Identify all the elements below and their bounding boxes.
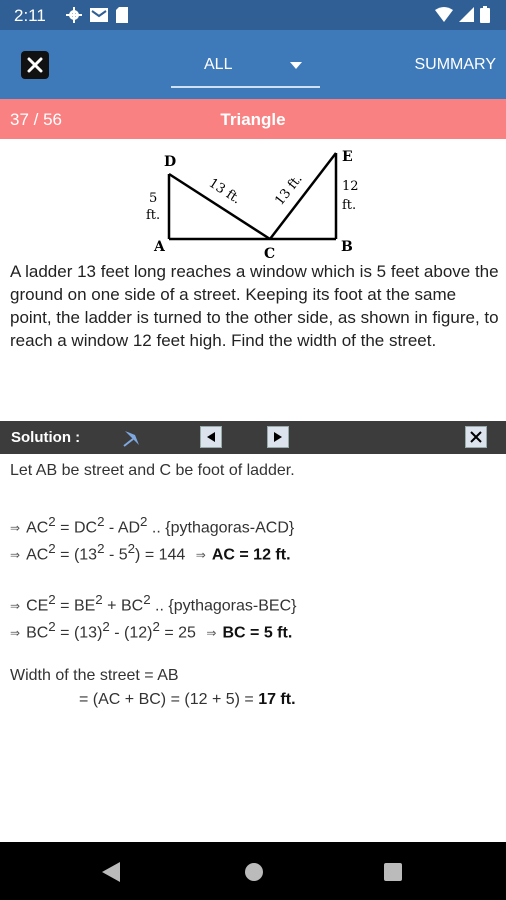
vertex-label-b: B (341, 239, 353, 255)
step-4-result: BC = 5 ft. (222, 624, 293, 642)
next-button[interactable] (267, 426, 289, 448)
step-3-d: .. {pythagoras-BEC} (150, 597, 297, 615)
solution-step-4 (10, 619, 292, 642)
chevron-down-icon (290, 62, 302, 69)
triangle-figure (140, 145, 364, 263)
signal-icon (459, 7, 474, 22)
side-label-ad-unit: ft. (146, 208, 161, 223)
step-2-a: AC (26, 546, 49, 564)
sd-card-icon (116, 7, 128, 23)
close-button[interactable] (21, 51, 49, 79)
close-solution-button[interactable] (465, 426, 487, 448)
solution-step-1 (10, 514, 294, 537)
step-3-b: = BE (55, 597, 96, 615)
step-2-b: = (13 (55, 546, 98, 564)
question-progress: 37 / 56 (10, 110, 62, 129)
question-header (0, 99, 506, 139)
implies-arrow-icon: ⇒ (195, 548, 206, 563)
step-3-a: CE (26, 597, 49, 615)
home-icon[interactable] (244, 862, 264, 882)
solution-label: Solution : (11, 429, 81, 446)
step-4-d: = 25 (159, 624, 196, 642)
status-bar (0, 0, 506, 30)
back-icon[interactable] (102, 862, 120, 882)
step-3-sup-1: 2 (48, 592, 56, 607)
step-2-c: - 5 (104, 546, 128, 564)
step-4-sup-1: 2 (48, 619, 56, 634)
conclusion-result: 17 ft. (258, 691, 296, 708)
chevron-right-icon (274, 432, 282, 442)
recents-icon[interactable] (384, 863, 402, 881)
step-3-c: + BC (102, 597, 144, 615)
step-1-c: - AD (104, 519, 141, 537)
vertex-label-d: D (164, 154, 177, 170)
system-nav-bar (0, 842, 506, 900)
filter-dropdown[interactable] (171, 52, 320, 88)
solution-step-2 (10, 541, 291, 564)
hyp-label-dc: 13 ft. (205, 175, 244, 208)
step-4-sup-3: 2 (152, 619, 160, 634)
step-1-sup-1: 2 (48, 514, 56, 529)
step-2-sup-1: 2 (48, 541, 56, 556)
step-1-sup-3: 2 (140, 514, 148, 529)
mail-icon (90, 8, 108, 22)
settings-icon (66, 7, 82, 23)
step-4-b: = (13) (55, 624, 103, 642)
summary-button[interactable]: SUMMARY (414, 56, 496, 73)
wifi-icon (435, 7, 453, 22)
solution-toolbar (0, 421, 506, 454)
step-4-sup-2: 2 (102, 619, 110, 634)
implies-arrow-icon: ⇒ (10, 521, 21, 536)
implies-arrow-icon: ⇒ (10, 626, 21, 641)
solution-conclusion-1: Width of the street = AB (10, 667, 179, 684)
status-left-icons (66, 7, 128, 23)
side-label-ad-value: 5 (149, 191, 158, 206)
step-3-sup-2: 2 (95, 592, 103, 607)
step-3-sup-3: 2 (143, 592, 151, 607)
step-1-sup-2: 2 (97, 514, 105, 529)
solution-step-3 (10, 592, 296, 615)
step-1-b: = DC (55, 519, 98, 537)
vertex-label-e: E (342, 149, 353, 165)
implies-arrow-icon: ⇒ (10, 599, 21, 614)
vertex-label-c: C (264, 246, 276, 262)
side-label-be-unit: ft. (342, 198, 357, 213)
conclusion-text: = (AC + BC) = (12 + 5) = (79, 691, 259, 708)
implies-arrow-icon: ⇒ (10, 548, 21, 563)
app-bar (0, 30, 506, 99)
step-2-d: ) = 144 (135, 546, 186, 564)
implies-arrow-icon: ⇒ (206, 626, 217, 641)
step-1-d: .. {pythagoras-ACD} (147, 519, 295, 537)
close-icon (27, 57, 43, 73)
chevron-left-icon (207, 432, 215, 442)
solution-conclusion-2 (79, 691, 296, 709)
question-text: A ladder 13 feet long reaches a window which is 5 feet above the ground on one side of a street. Keeping its foot at the same point, the ladder is turned to the other side, as shown in figure, to reach a window 12 feet high. Find the width of the street. (10, 262, 499, 350)
step-1-a: AC (26, 519, 49, 537)
step-4-c: - (12) (109, 624, 153, 642)
solution-intro: Let AB be street and C be foot of ladder. (10, 462, 295, 479)
status-right-icons (435, 6, 490, 23)
pin-icon[interactable] (121, 427, 143, 449)
hyp-label-ce: 13 ft. (272, 171, 306, 209)
topic-title: Triangle (220, 110, 286, 129)
step-2-result: AC = 12 ft. (211, 546, 291, 564)
step-4-a: BC (26, 624, 49, 642)
previous-button[interactable] (200, 426, 222, 448)
battery-icon (480, 6, 490, 23)
step-2-sup-2: 2 (97, 541, 105, 556)
side-label-be-value: 12 (342, 179, 359, 194)
filter-value: ALL (204, 56, 233, 73)
step-2-sup-3: 2 (127, 541, 136, 556)
close-icon (470, 431, 482, 443)
status-time: 2:11 (14, 6, 46, 25)
vertex-label-a: A (154, 239, 165, 255)
